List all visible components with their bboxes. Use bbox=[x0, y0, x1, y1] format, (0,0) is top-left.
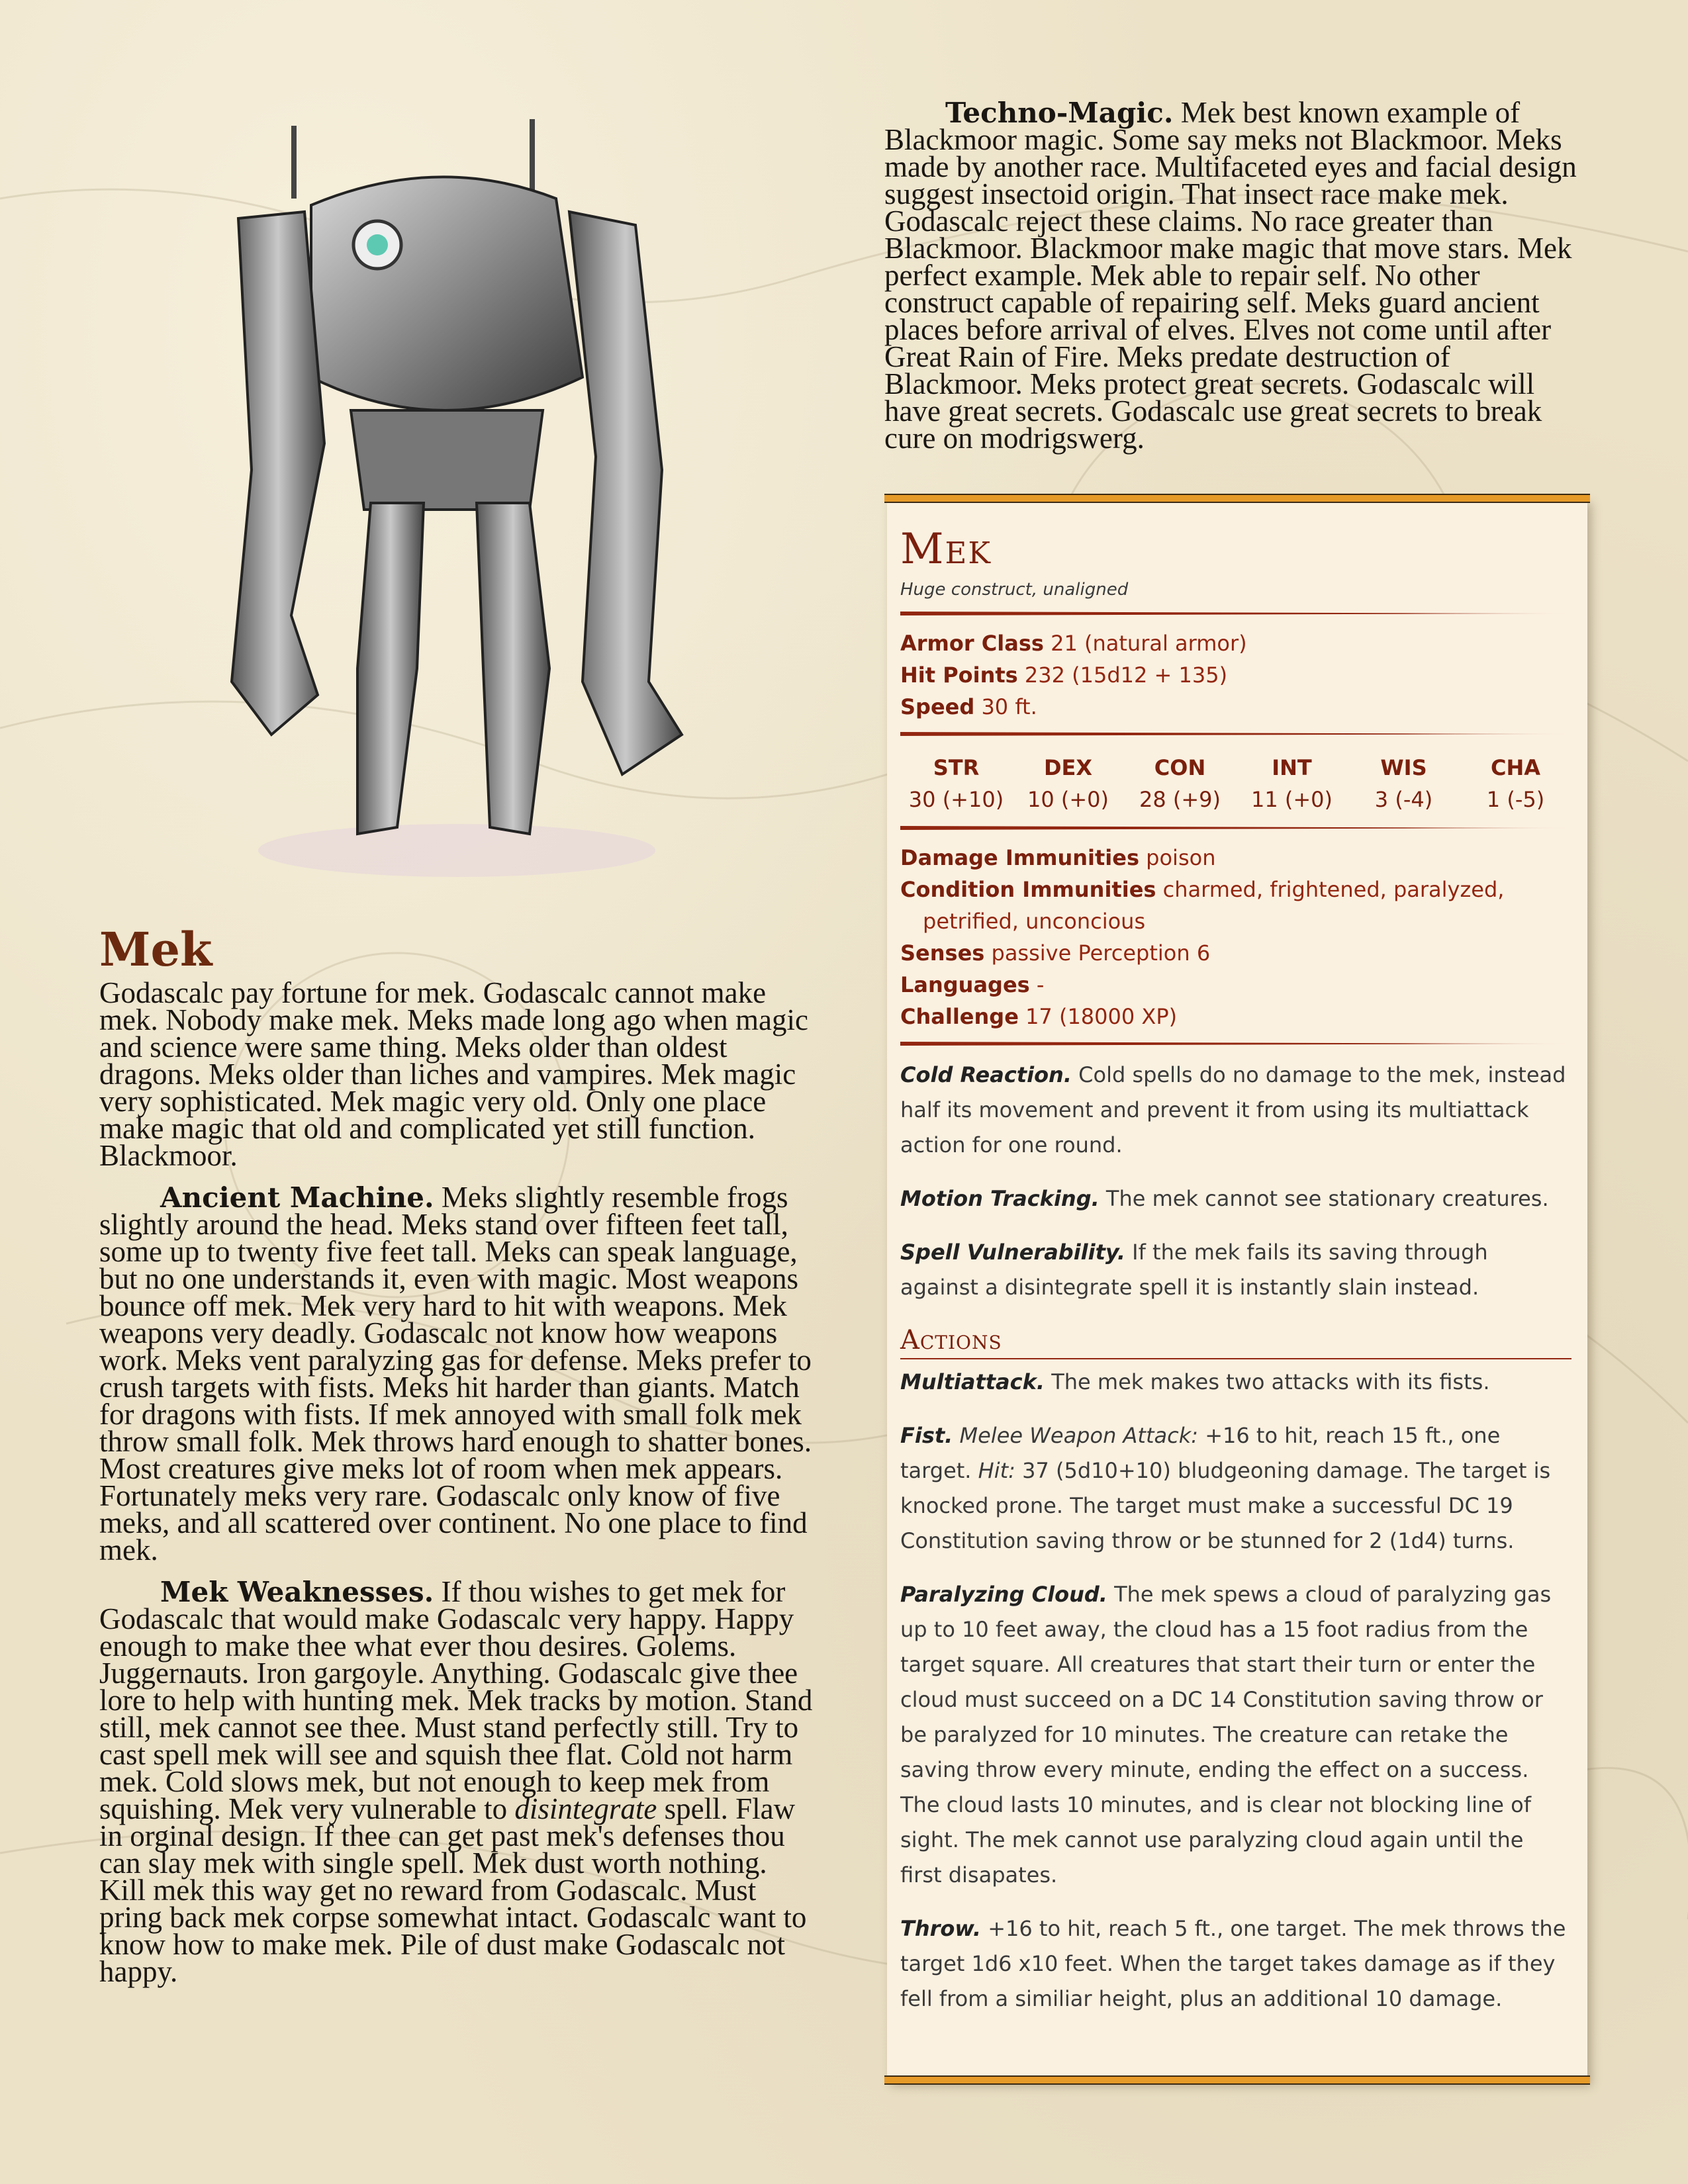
ability-name: WIS bbox=[1380, 755, 1427, 780]
speed-line bbox=[900, 691, 1571, 723]
stat-block bbox=[887, 498, 1587, 2081]
trait-name: Motion Tracking. bbox=[900, 1186, 1100, 1211]
stat-block-top-bar bbox=[884, 494, 1590, 503]
action-paralyzing-cloud bbox=[900, 1577, 1571, 1893]
disintegrate-italic: disintegrate bbox=[514, 1792, 657, 1825]
ability-name: DEX bbox=[1043, 755, 1093, 780]
senses-line bbox=[900, 937, 1571, 969]
condition-immunities-line bbox=[900, 874, 1571, 937]
ancient-machine-heading: Ancient Machine. bbox=[160, 1181, 434, 1214]
ability-value: 10 (+0) bbox=[1027, 787, 1109, 812]
ability-name: STR bbox=[933, 755, 980, 780]
ability-int bbox=[1237, 752, 1346, 815]
armor-class-value: 21 (natural armor) bbox=[1051, 631, 1247, 656]
ability-wis bbox=[1349, 752, 1458, 815]
ability-cha bbox=[1461, 752, 1570, 815]
hit-points-line bbox=[900, 659, 1571, 691]
ability-con bbox=[1125, 752, 1235, 815]
senses-label: Senses bbox=[900, 940, 985, 966]
trait-spell-vulnerability bbox=[900, 1235, 1571, 1305]
damage-immunities-value: poison bbox=[1146, 845, 1216, 870]
stat-block-content bbox=[887, 498, 1587, 2017]
techno-magic-paragraph bbox=[884, 96, 1589, 455]
left-body-text bbox=[99, 976, 814, 1988]
languages-label: Languages bbox=[900, 972, 1030, 997]
hit-points-label: Hit Points bbox=[900, 662, 1018, 688]
damage-immunities-line bbox=[900, 842, 1571, 874]
challenge-label: Challenge bbox=[900, 1004, 1019, 1029]
ability-scores bbox=[900, 748, 1571, 817]
mek-weaknesses-text-b: spell. Flaw in orginal design. If thee can get past mek's defenses thou can slay mek with single spell. Mek dust worth nothing. Kill mek this way get no reward from Godascalc. Must pring back mek corpse somewhat intact. Godascalc want to know how to make mek. Pile of dust make Godascalc not happy. bbox=[99, 1792, 807, 1988]
ancient-machine-paragraph bbox=[99, 1181, 814, 1567]
divider bbox=[900, 612, 1571, 615]
speed-value: 30 ft. bbox=[981, 694, 1037, 719]
trait-text: The mek cannot see stationary creatures. bbox=[1099, 1186, 1549, 1211]
ability-name: INT bbox=[1272, 755, 1312, 780]
condition-immunities-label: Condition Immunities bbox=[900, 877, 1156, 902]
mek-weaknesses-paragraph bbox=[99, 1575, 814, 1988]
right-column bbox=[884, 96, 1589, 467]
action-fist bbox=[900, 1418, 1571, 1559]
action-multiattack bbox=[900, 1365, 1571, 1400]
ancient-machine-text: Meks slightly resemble frogs slightly around the head. Meks stand over fifteen feet tall, some up to twenty five feet tall. Meks can speak language, but no one understands it, even with magic. Most weapons bounce off mek. Mek very hard to hit with weapons. Mek weapons very deadly. Godascalc not know how weapons work. Meks vent paralyzing gas for defense. Meks prefer to crush targets with fists. Meks hit harder than giants. Match for dragons with fists. If mek annoyed with small folk mek throw small folk. Mek throws hard enough to shatter bones. Most creatures give meks lot of room when mek appears. Fortunately meks very rare. Godascalc only know of five meks, and all scattered over continent. No one place to find mek. bbox=[99, 1181, 812, 1567]
action-throw bbox=[900, 1911, 1571, 2017]
ability-value: 30 (+10) bbox=[908, 787, 1004, 812]
action-text: The mek makes two attacks with its fists. bbox=[1045, 1369, 1490, 1394]
action-name: Paralyzing Cloud. bbox=[900, 1582, 1107, 1607]
armor-class-line bbox=[900, 627, 1571, 659]
divider bbox=[900, 732, 1571, 736]
damage-immunities-label: Damage Immunities bbox=[900, 845, 1139, 870]
ability-value: 11 (+0) bbox=[1250, 787, 1333, 812]
ability-value: 3 (-4) bbox=[1374, 787, 1433, 812]
divider bbox=[900, 1042, 1571, 1046]
action-name: Multiattack. bbox=[900, 1369, 1045, 1394]
left-column bbox=[99, 922, 814, 2000]
creature-type: Huge construct, unaligned bbox=[900, 580, 1129, 600]
mek-weaknesses-heading: Mek Weaknesses. bbox=[160, 1576, 434, 1608]
trait-name: Spell Vulnerability. bbox=[900, 1240, 1125, 1265]
trait-text: If the mek fails its saving through against a disintegrate spell it is instantly slain instead. bbox=[900, 1240, 1488, 1300]
trait-name: Cold Reaction. bbox=[900, 1062, 1072, 1087]
techno-magic-text: Mek best known example of Blackmoor magic. Some say meks not Blackmoor. Meks made by another race. Multifaceted eyes and facial design suggest insectoid origin. That insect race make mek. Godascalc reject these claims. No race greater than Blackmoor. Blackmoor make magic that move stars. Mek perfect example. Mek able to repair self. No other construct capable of repairing self. Meks guard ancient places before arrival of elves. Elves not come until after Great Rain of Fire. Meks predate destruction of Blackmoor. Meks protect great secrets. Godascalc will have great secrets. Godascalc use great secrets to break cure on modrigswerg. bbox=[884, 96, 1577, 455]
stat-block-bottom-bar bbox=[884, 2075, 1590, 2085]
languages-value: - bbox=[1036, 972, 1045, 997]
divider bbox=[900, 826, 1571, 830]
armor-class-label: Armor Class bbox=[900, 631, 1044, 656]
hit-points-value: 232 (15d12 + 135) bbox=[1024, 662, 1228, 688]
mek-illustration bbox=[159, 99, 715, 893]
languages-line bbox=[900, 969, 1571, 1001]
ability-dex bbox=[1013, 752, 1123, 815]
creature-name: Mek bbox=[900, 525, 992, 574]
mek-weaknesses-text-a: If thou wishes to get mek for Godascalc that would make Godascalc very happy. Happy enough to make thee what ever thou desires. Golems. Juggernauts. Iron gargoyle. Anything. Godascalc give thee lore to help with hunting mek. Mek tracks by motion. Stand still, mek cannot see thee. Must stand perfectly still. Try to cast spell mek will see and squish thee flat. Cold not harm mek. Cold slows mek, but not enough to keep mek from squishing. Mek very vulnerable to bbox=[99, 1575, 813, 1825]
ability-name: CHA bbox=[1490, 755, 1541, 780]
action-text: The mek spews a cloud of paralyzing gas up to 10 feet away, the cloud has a 15 foot radius from the target square. All creatures that start their turn or enter the cloud must succeed on a DC 14 Constitution saving throw or be paralyzed for 10 minutes. The creature can retake the saving throw every minute, ending the effect on a success. The cloud lasts 10 minutes, and is clear not blocking line of sight. The mek cannot use paralyzing cloud again until the first disapates. bbox=[900, 1582, 1552, 1888]
senses-value: passive Perception 6 bbox=[991, 940, 1211, 966]
ability-value: 1 (-5) bbox=[1486, 787, 1545, 812]
section-title: Mek bbox=[99, 922, 212, 977]
action-name: Fist. bbox=[900, 1423, 953, 1448]
action-name: Throw. bbox=[900, 1916, 982, 1941]
action-text: +16 to hit, reach 15 ft., one target. bbox=[900, 1423, 1501, 1483]
action-text: +16 to hit, reach 5 ft., one target. The mek throws the target 1d6 x10 feet. When the target takes damage as if they fell from a similiar height, plus an additional 10 damage. bbox=[900, 1916, 1566, 2011]
actions-heading: Actions bbox=[900, 1325, 1571, 1359]
hit-label: Hit: bbox=[978, 1458, 1015, 1483]
action-text: 37 (5d10+10) bludgeoning damage. The target is knocked prone. The target must make a successful DC 19 Constitution saving throw or be stunned for 2 (1d4) turns. bbox=[900, 1458, 1551, 1553]
trait-text: Cold spells do no damage to the mek, instead half its movement and prevent it from using its multiattack action for one round. bbox=[900, 1062, 1566, 1158]
trait-cold-reaction bbox=[900, 1058, 1571, 1163]
speed-label: Speed bbox=[900, 694, 975, 719]
techno-magic-heading: Techno-Magic. bbox=[945, 97, 1174, 129]
ability-value: 28 (+9) bbox=[1139, 787, 1221, 812]
condition-immunities-value: charmed, frightened, paralyzed, petrified, unconcious bbox=[923, 877, 1505, 934]
challenge-value: 17 (18000 XP) bbox=[1025, 1004, 1178, 1029]
challenge-line bbox=[900, 1001, 1571, 1032]
ability-str bbox=[902, 752, 1011, 815]
trait-motion-tracking bbox=[900, 1181, 1571, 1216]
attack-type: Melee Weapon Attack: bbox=[953, 1423, 1199, 1448]
intro-paragraph: Godascalc pay fortune for mek. Godascalc cannot make mek. Nobody make mek. Meks made long ago when magic and science were same thing. Meks older than oldest dragons. Meks older than liches and vampires. Mek magic very sophisticated. Mek magic very old. Only one place make magic that old and complicated yet still function. Blackmoor. bbox=[99, 976, 808, 1172]
ability-name: CON bbox=[1154, 755, 1206, 780]
